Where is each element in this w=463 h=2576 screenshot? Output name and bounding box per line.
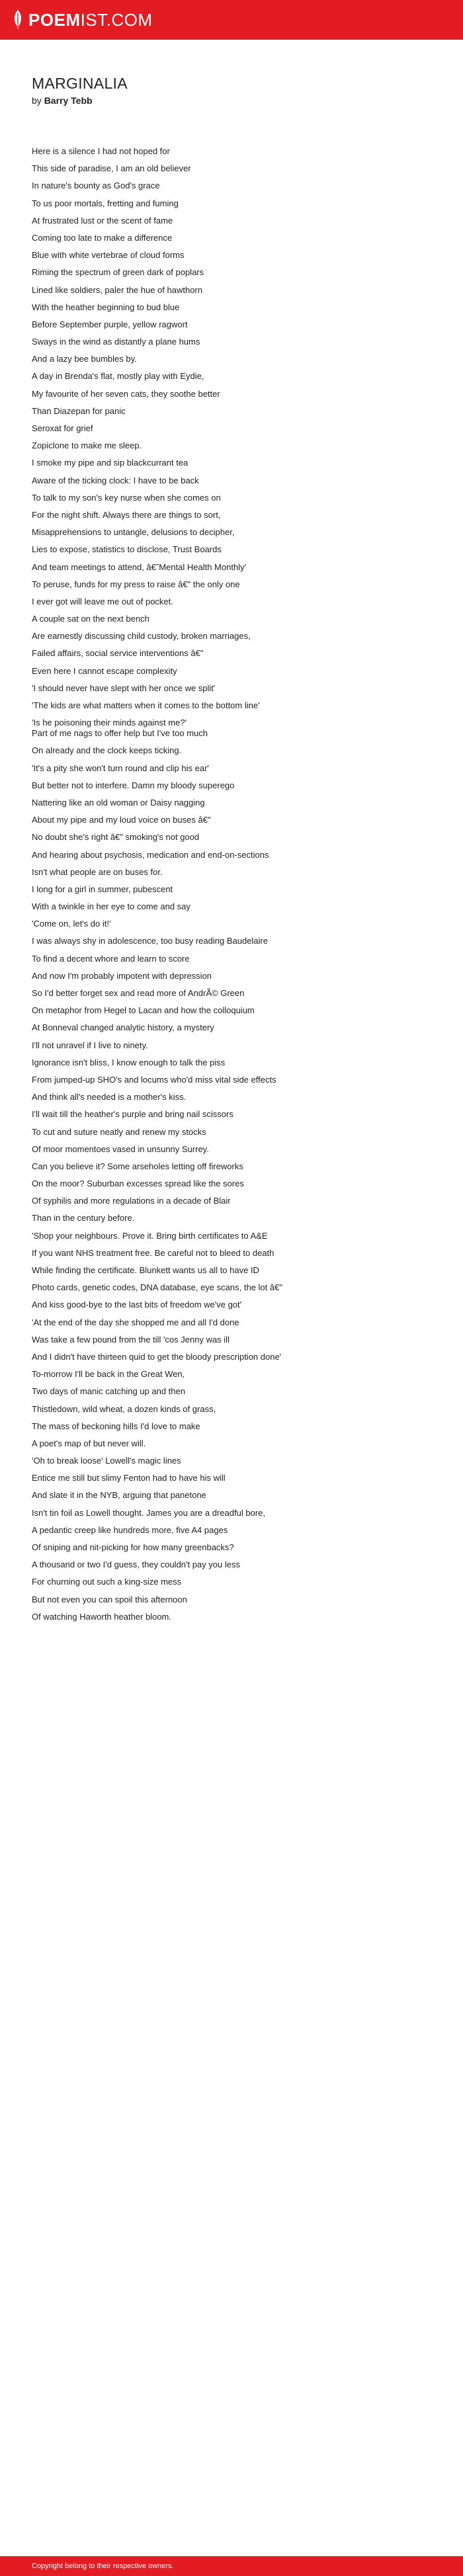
poem-line: To-morrow I'll be back in the Great Wen, xyxy=(32,1369,185,1380)
poem-line: Isn't what people are on buses for. xyxy=(32,866,163,877)
poem-line: Ignorance isn't bliss, I know enough to talk the piss xyxy=(32,1057,226,1067)
poem-line: No doubt she's right â€" smoking's not good xyxy=(32,832,200,843)
poem-line: For the night shift. Always there are things to sort, xyxy=(32,509,221,520)
poem-line: And slate it in the NYB, arguing that panetone xyxy=(32,1490,206,1501)
poem-line: 'I should never have slept with her once we split' xyxy=(32,683,216,693)
poem-line: With a twinkle in her eye to come and say xyxy=(32,901,190,912)
poem-line: To talk to my son's key nurse when she comes on xyxy=(32,492,221,503)
poem-line: Sways in the wind as distantly a plane hums xyxy=(32,337,200,347)
poem-line: Riming the spectrum of green dark of poplars xyxy=(32,267,204,278)
logo-wordmark-bold: POEM xyxy=(28,10,81,30)
poem-line: Even here I cannot escape complexity xyxy=(32,665,177,676)
site-logo[interactable] xyxy=(12,9,153,30)
poem-line: I was always shy in adolescence, too busy reading Baudelaire xyxy=(32,936,268,946)
poem-line: Of syphilis and more regulations in a decade of Blair xyxy=(32,1196,231,1206)
poem-line: Blue with white vertebrae of cloud forms xyxy=(32,250,185,261)
poem-line: Two days of manic catching up and then xyxy=(32,1386,185,1397)
poem-line: On the moor? Suburban excesses spread like the sores xyxy=(32,1179,244,1189)
poem-line: Was take a few pound from the till 'cos Jenny was ill xyxy=(32,1334,230,1345)
poem-line: On metaphor from Hegel to Lacan and how the colloquium xyxy=(32,1005,255,1016)
poem-line: Entice me still but slimy Fenton had to have his will xyxy=(32,1473,226,1483)
poem-line: With the heather beginning to bud blue xyxy=(32,302,180,312)
poem-line: 'Oh to break loose' Lowell's magic lines xyxy=(32,1456,181,1466)
poem-line: At frustrated lust or the scent of fame xyxy=(32,215,173,226)
poem-line: And kiss good-bye to the last bits of freedom we've got' xyxy=(32,1300,242,1310)
logo-wordmark xyxy=(28,9,153,30)
poem-line: And I didn't have thirteen quid to get the bloody prescription done' xyxy=(32,1351,282,1362)
poem-line: To us poor mortals, fretting and fuming xyxy=(32,198,179,208)
poem-line: Are earnestly discussing child custody, broken marriages, xyxy=(32,631,251,642)
poem-line: For churning out such a king-size mess xyxy=(32,1577,182,1587)
poem-line: A pedantic creep like hundreds more, five A4 pages xyxy=(32,1524,228,1535)
poem-line: 'Is he poisoning their minds against me?' Part of me nags to offer help but I've too much xyxy=(32,718,208,739)
poem-line: I'll wait till the heather's purple and bring nail scissors xyxy=(32,1109,233,1120)
byline-label: by xyxy=(32,95,42,106)
poem-header xyxy=(32,74,442,107)
poem-line: From jumped-up SHO's and locums who'd miss vital side effects xyxy=(32,1074,276,1085)
poem-line: A day in Brenda's flat, mostly play with Eydie, xyxy=(32,371,204,382)
poem-line: 'Shop your neighbours. Prove it. Bring birth certificates to A&E xyxy=(32,1230,268,1241)
poem-line: Of sniping and nit-picking for how many greenbacks? xyxy=(32,1542,234,1552)
poem-line: 'Come on, let's do it!' xyxy=(32,919,111,929)
poem-line: Of watching Haworth heather bloom. xyxy=(32,1611,171,1622)
poem-line: Misapprehensions to untangle, delusions to decipher, xyxy=(32,527,235,538)
poem-line: Lies to expose, statistics to disclose, Trust Boards xyxy=(32,544,222,555)
poem-line: While finding the certificate. Blunkett wants us all to have ID xyxy=(32,1265,259,1275)
poem-line: Than in the century before. xyxy=(32,1213,135,1224)
logo-wordmark-light: IST.COM xyxy=(80,10,153,30)
poem-line: 'It's a pity she won't turn round and clip his ear' xyxy=(32,763,209,773)
poem-line: And team meetings to attend, â€˜Mental Health Monthly' xyxy=(32,561,247,572)
poem-line: The mass of beckoning hills I'd love to make xyxy=(32,1421,200,1431)
poem-line: A poet's map of but never will. xyxy=(32,1438,146,1448)
poem-line: Photo cards, genetic codes, DNA database, eye scans, the lot â€" xyxy=(32,1282,282,1293)
poem-line: Of moor momentoes vased in unsunny Surrey. xyxy=(32,1143,209,1154)
top-bar xyxy=(0,0,463,40)
poem-line: Seroxat for grief xyxy=(32,423,93,433)
poem-line: I ever got will leave me out of pocket. xyxy=(32,596,173,606)
poem-line: Lined like soldiers, paler the hue of hawthorn xyxy=(32,284,202,295)
poem-line: I'll not unravel if I live to ninety. xyxy=(32,1040,148,1050)
poem-line: Nattering like an old woman or Daisy nagging xyxy=(32,797,205,808)
poem-line: Zopiclone to make me sleep. xyxy=(32,440,142,451)
byline xyxy=(32,94,442,107)
poem-line: 'The kids are what matters when it comes to the bottom line' xyxy=(32,700,260,710)
poem-line: A couple sat on the next bench xyxy=(32,614,149,624)
poem-line: In nature's bounty as God's grace xyxy=(32,181,160,191)
author-name[interactable]: Barry Tebb xyxy=(44,95,93,106)
poem-line: I long for a girl in summer, pubescent xyxy=(32,884,173,894)
poem-line: And now I'm probably impotent with depression xyxy=(32,970,212,981)
poem-line: Here is a silence I had not hoped for xyxy=(32,146,170,156)
poem-line: If you want NHS treatment free. Be careful not to bleed to death xyxy=(32,1247,274,1258)
poem-line: But not even you can spoil this afternoon xyxy=(32,1594,187,1604)
poem-line: And think all's needed is a mother's kiss. xyxy=(32,1092,187,1102)
poem-line: Can you believe it? Some arseholes letting off fireworks xyxy=(32,1161,243,1171)
poem-line: My favourite of her seven cats, they soothe better xyxy=(32,388,220,399)
poem-line: Failed affairs, social service interventions â€" xyxy=(32,648,204,659)
poem-line: Coming too late to make a difference xyxy=(32,232,173,243)
poem-title: MARGINALIA xyxy=(32,75,128,92)
poem-line: On already and the clock keeps ticking. xyxy=(32,745,182,756)
poem-line: This side of paradise, I am an old believer xyxy=(32,163,191,174)
poem-body xyxy=(32,146,442,1629)
poem-line: Aware of the ticking clock: I have to be back xyxy=(32,475,199,485)
poem-line: But better not to interfere. Damn my bloody superego xyxy=(32,780,235,790)
poem-line: At Bonneval changed analytic history, a mystery xyxy=(32,1022,214,1033)
poem-line: A thousand or two I'd guess, they couldn't pay you less xyxy=(32,1559,240,1570)
footer-bar xyxy=(0,2556,463,2576)
poem-line: About my pipe and my loud voice on buses â€" xyxy=(32,815,211,825)
poem-line: Thistledown, wild wheat, a dozen kinds of grass, xyxy=(32,1403,216,1414)
poem-line: Than Diazepan for panic xyxy=(32,405,126,416)
poem-line: And a lazy bee bumbles by. xyxy=(32,354,137,364)
poem-line: So I'd better forget sex and read more of AndrÃ© Green xyxy=(32,988,245,998)
poem-line: 'At the end of the day she shopped me and all I'd done xyxy=(32,1317,239,1327)
poem-line: Before September purple, yellow ragwort xyxy=(32,319,188,329)
poem-line: To peruse, funds for my press to raise â€" the only one xyxy=(32,579,240,589)
poem-line: And hearing about psychosis, medication and end-on-sections xyxy=(32,849,269,860)
copyright-notice: Copyright belong to their respective owners. xyxy=(32,2562,174,2570)
poem-line: To find a decent whore and learn to score xyxy=(32,953,190,964)
poem-line: Isn't tin foil as Lowell thought. James you are a dreadful bore, xyxy=(32,1507,265,1518)
quill-pen-icon xyxy=(12,9,24,30)
poem-line: I smoke my pipe and sip blackcurrant tea xyxy=(32,458,189,468)
poem-line: To cut and suture neatly and renew my stocks xyxy=(32,1126,206,1137)
